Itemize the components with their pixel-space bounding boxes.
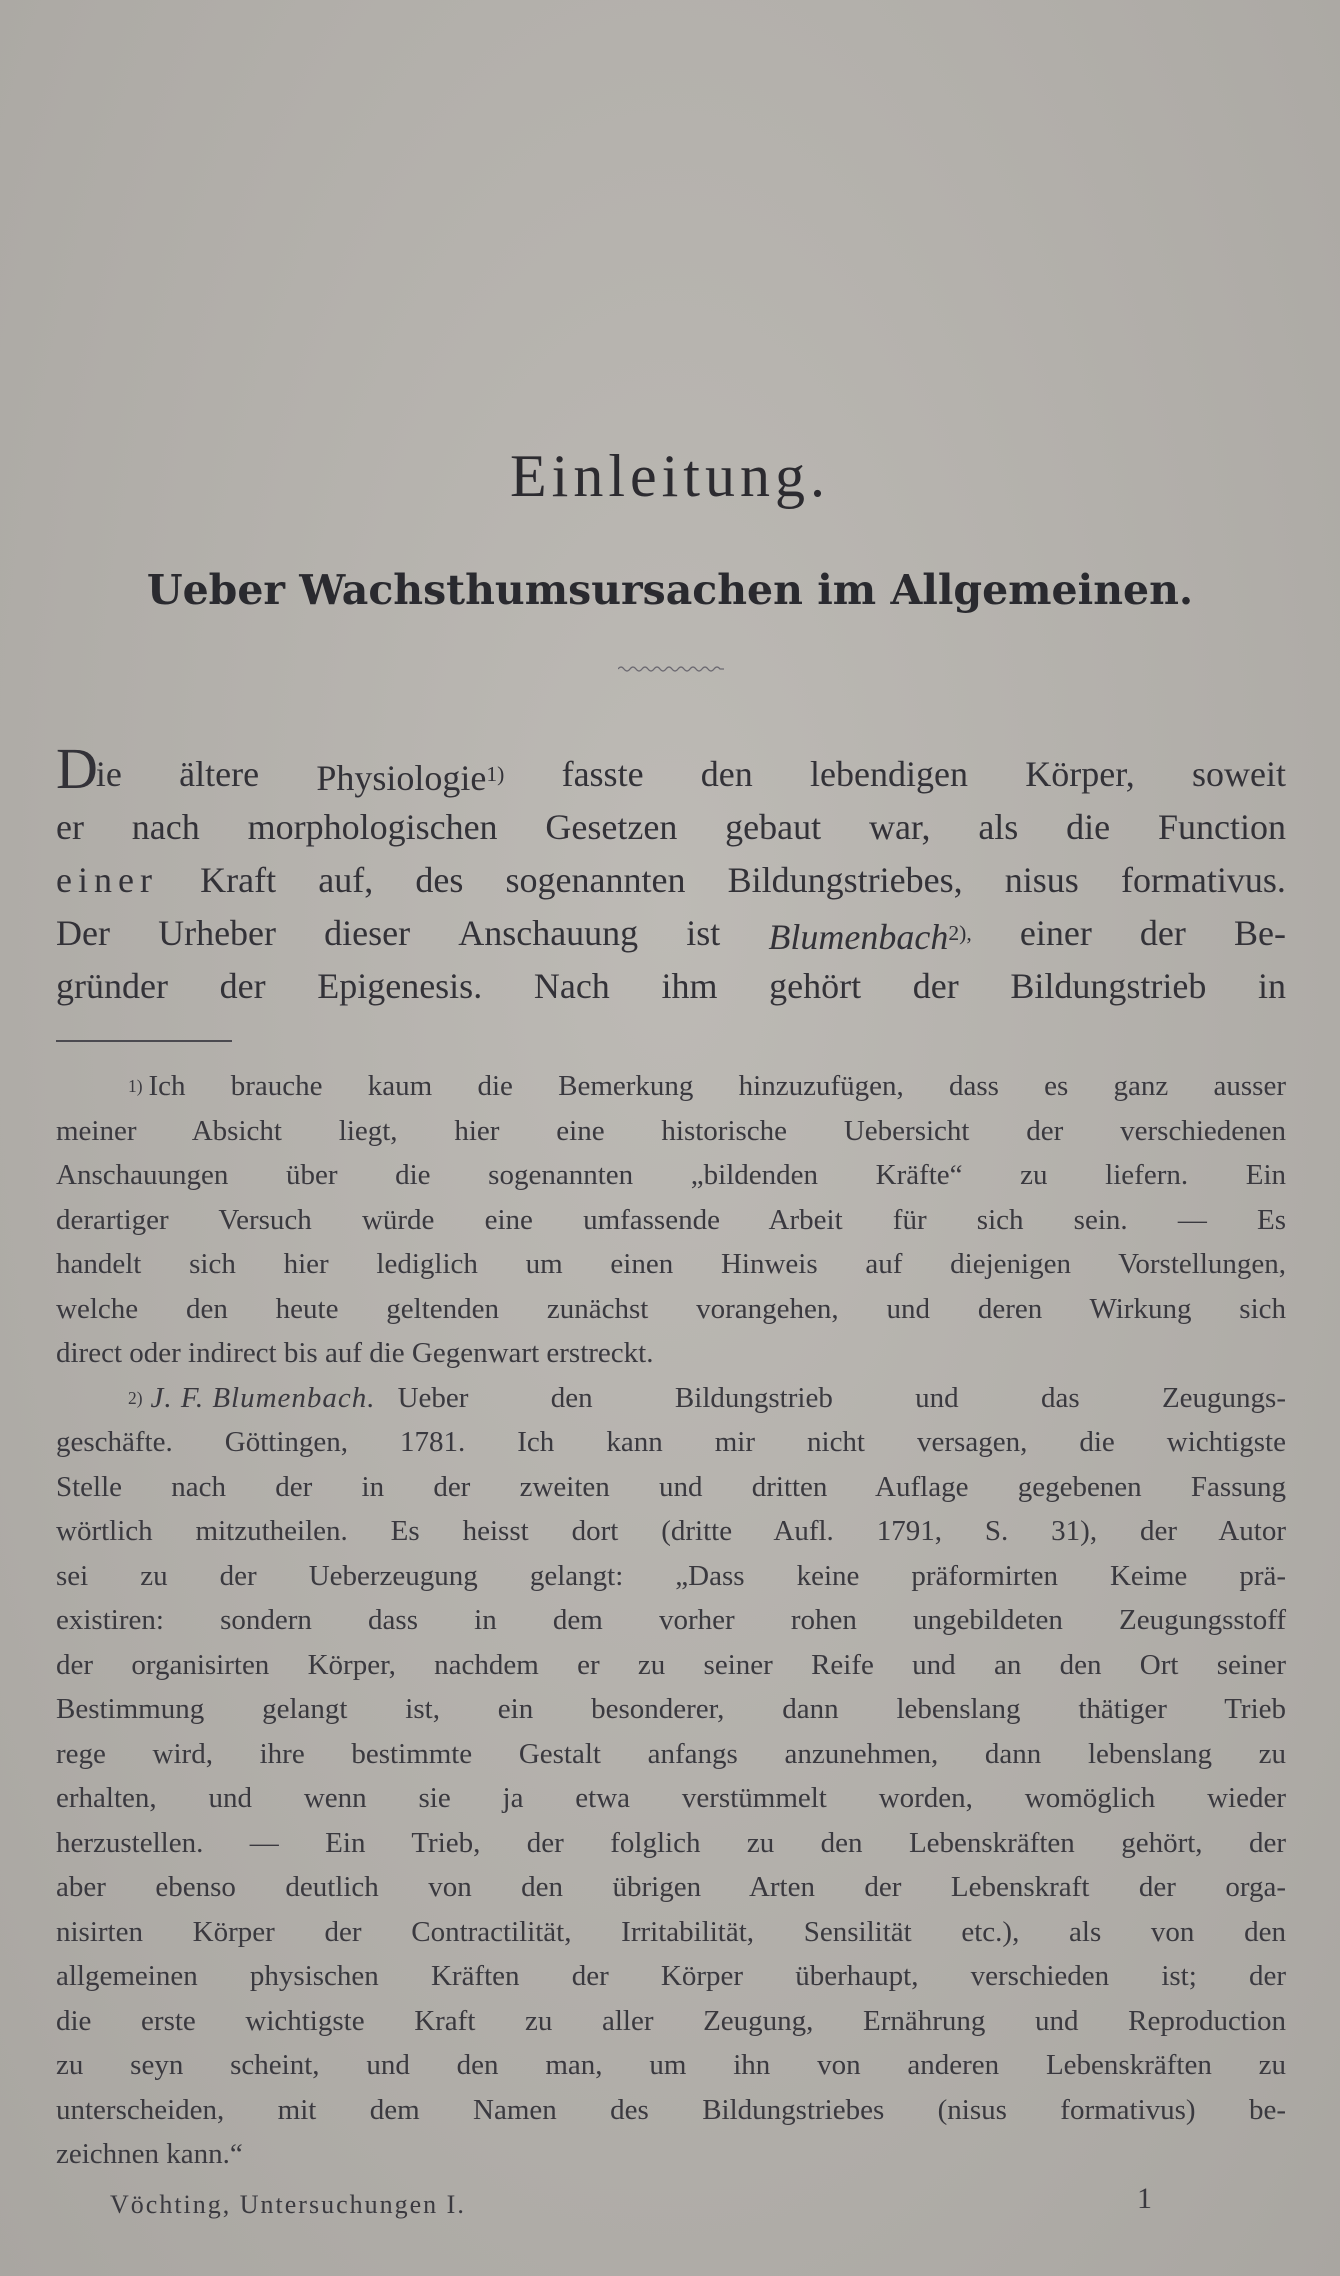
footnote-line: meiner Absicht liegt, hier eine historische Uebersicht der verschiedenen [56,1114,1286,1147]
word: der [912,966,959,1006]
word: fasste [561,754,644,794]
word: war, [868,807,931,847]
ornament-divider [618,664,724,674]
footnote-marker: 1) [128,1076,143,1096]
footnote-line [56,1376,1286,1421]
word: in [1257,966,1286,1006]
footnote-text [128,1064,1286,1109]
word: dieser [324,913,411,953]
footnote-line: nisirten Körper der Contractilität, Irritabilität, Sensilität etc.), als von den [56,1915,1286,1948]
paragraph-line [56,854,1286,907]
word: ältere [179,754,260,794]
footnote-line: handelt sich hier lediglich um einen Hinweis auf diejenigen Vorstellungen, [56,1248,1286,1280]
page-footer [110,2182,1152,2220]
paragraph-line [56,907,1286,960]
footnote-line [56,1064,1286,1109]
word: der [219,966,266,1006]
word: Anschauung [458,913,639,953]
word: Körper, [1025,754,1135,794]
word [768,907,971,960]
word: Nach [533,966,610,1006]
footnote-line-text: Ueber den Bildungstrieb und das Zeugungs- [397,1381,1286,1414]
footnote-line: erhalten, und wenn sie ja etwa verstümmelt worden, womöglich wieder [56,1782,1286,1814]
word: nach [131,807,200,847]
word: der [1139,913,1186,953]
footnote-ref: 2), [948,921,972,945]
footnote-ref: 1) [486,762,505,786]
footnote-line: zu seyn scheint, und den man, um ihn von anderen Lebenskräften zu [56,2049,1286,2081]
word: Be- [1234,913,1286,953]
word: Gesetzen [545,807,678,847]
word: Physiologie$^{1)}$ [316,758,505,798]
word: als [978,807,1019,847]
word: Urheber [158,913,277,953]
word: soweit [1192,754,1286,794]
word: einer [1019,913,1092,953]
drop-cap: D [56,736,98,801]
word: Die [56,736,122,801]
paragraph-line [56,960,1286,1013]
word: ihm [661,966,718,1006]
page-number: 1 [1137,2182,1152,2215]
footnote-line: sei zu der Ueberzeugung gelangt: „Dass keine präformirten Keime prä- [56,1559,1286,1592]
word: ist [686,913,721,953]
footnote-line: welche den heute geltenden zunächst vorangehen, und deren Wirkung sich [56,1292,1286,1325]
word: Function [1157,807,1286,847]
printer-signature: Vöchting, Untersuchungen I. [110,2190,466,2219]
footnote-marker: 2) [128,1387,143,1408]
word: gründer [56,966,168,1006]
footnote-line: geschäfte. Göttingen, 1781. Ich kann mir nicht versagen, die wichtigste [56,1426,1286,1458]
word: Kraft [200,860,277,900]
footnotes [56,1064,1286,2177]
footnote-line: die erste wichtigste Kraft zu aller Zeugung, Ernährung und Reproduction [56,2004,1286,2037]
footnote-text [128,1376,1286,1421]
chapter-subtitle: Ueber Wachsthumsursachen im Allgemeinen. [146,566,1194,614]
main-paragraph [56,736,1286,1013]
word: lebendigen [810,754,968,794]
footnote-line: unterscheiden, mit dem Namen des Bildungstriebes (nisus formativus) be- [56,2093,1286,2126]
author-name-italic: Blumenbach [768,917,949,957]
footnote-line: aber ebenso deutlich von den übrigen Arten der Lebenskraft der orga- [56,1871,1286,1903]
footnote-line: wörtlich mitzutheilen. Es heisst dort (dritte Aufl. 1791, S. 31), der Autor [56,1515,1286,1547]
word: sogenannten [505,860,686,900]
footnote-line: direct oder indirect bis auf die Gegenwart erstreckt. [56,1337,654,1369]
chapter-title: Einleitung. [510,443,830,509]
word: gehört [769,966,862,1006]
footnote-line: Bestimmung gelangt ist, ein besonderer, dann lebenslang thätiger Trieb [56,1693,1286,1725]
word: des [415,860,464,900]
paragraph-line [56,736,1286,801]
footnote-line: herzustellen. — Ein Trieb, der folglich zu den Lebenskräften gehört, der [56,1826,1286,1859]
footnote-line: derartiger Versuch würde eine umfassende Arbeit für sich sein. — Es [56,1203,1286,1236]
footnote-line: zeichnen kann.“ [56,2138,243,2170]
word: Der [56,913,110,953]
footnote-line: Stelle nach der in der zweiten und dritten Auflage gegebenen Fassung [56,1470,1286,1503]
word: Bildungstrieb [1010,966,1207,1006]
footnote-separator [56,1040,232,1042]
footnote-line: Anschauungen über die sogenannten „bildenden Kräfte“ zu liefern. Ein [56,1159,1286,1191]
footnote-author: J. F. Blumenbach. [150,1381,376,1414]
footnote-line-text: Ich brauche kaum die Bemerkung hinzuzufügen, dass es ganz ausser [148,1070,1286,1102]
word: er [56,807,84,847]
spaced-word: einer [56,860,158,900]
footnote-line: allgemeinen physischen Kräften der Körper überhaupt, verschieden ist; der [56,1960,1286,1992]
footnote-line: der organisirten Körper, nachdem er zu seiner Reife und an den Ort seiner [56,1648,1286,1681]
footnote-line: rege wird, ihre bestimmte Gestalt anfangs anzunehmen, dann lebenslang zu [56,1737,1286,1770]
word: nisus [1004,860,1079,900]
word: auf, [318,860,374,900]
word: Bildungstriebes, [727,860,963,900]
word: Epigenesis. [317,966,483,1006]
footnote-line: existiren: sondern dass in dem vorher rohen ungebildeten Zeugungsstoff [56,1604,1286,1636]
word: morphologischen [247,807,498,847]
word: formativus. [1120,860,1286,900]
paragraph-line [56,801,1286,854]
word: die [1066,807,1111,847]
word: gebaut [725,807,822,847]
word: den [700,754,753,794]
